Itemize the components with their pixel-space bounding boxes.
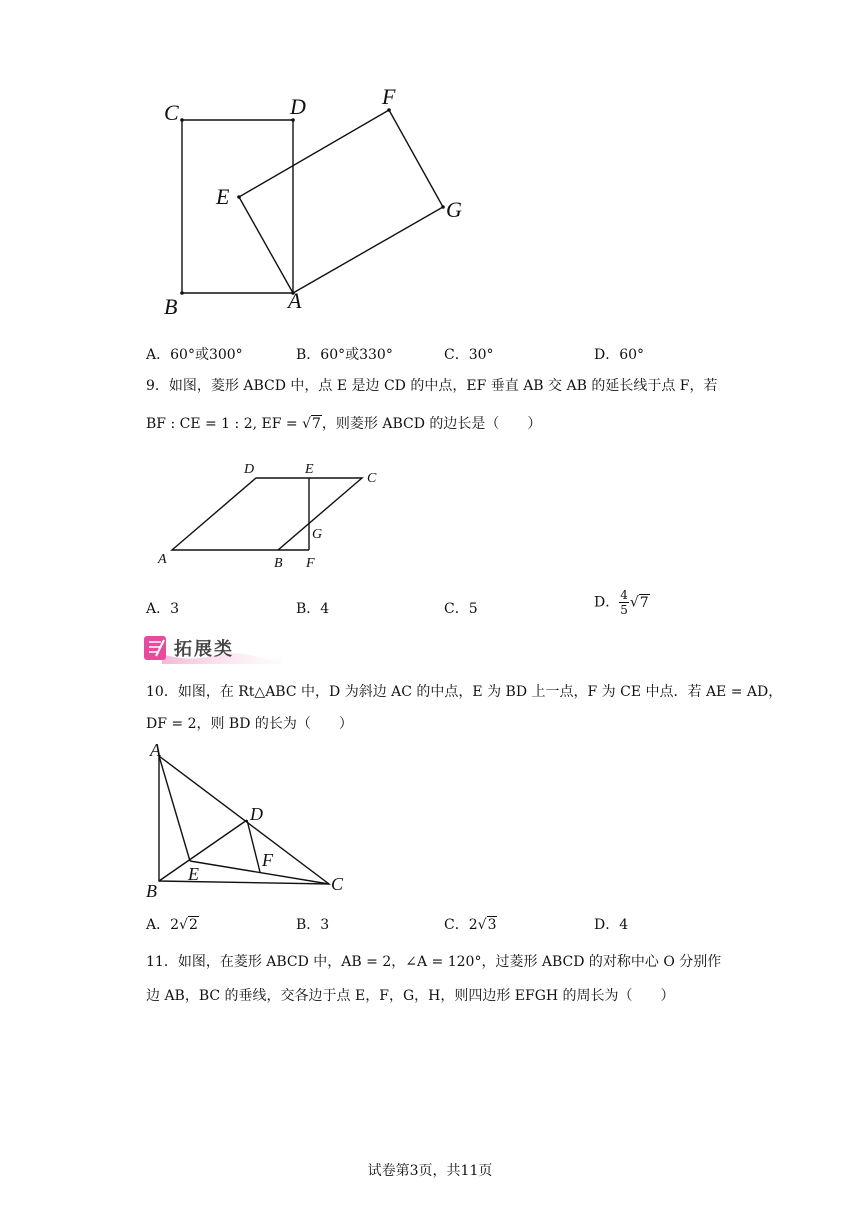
- figure-q10: [140, 740, 360, 900]
- option-letter: D．: [594, 917, 620, 933]
- q10-line1: 10．如图，在 Rt△ABC 中，D 为斜边 AC 的中点，E 为 BD 上一点，F 为 CE 中点．若 AE = AD，: [146, 684, 783, 700]
- label-d: D: [244, 462, 255, 477]
- q11-line1: 11．如图，在菱形 ABCD 中，AB = 2，∠A = 120°，过菱形 ABCD 的对称中心 O 分别作: [146, 954, 722, 970]
- option-letter: C．: [444, 917, 469, 933]
- option-letter: D．: [594, 594, 620, 611]
- option-text: 3: [320, 917, 330, 933]
- q10-line2: DF = 2，则 BD 的长为（ ）: [146, 716, 353, 732]
- label-c: C: [367, 471, 377, 486]
- q9-option-c[interactable]: [444, 598, 478, 618]
- option-text: 60°或330°: [320, 347, 393, 363]
- section-banner: [142, 632, 287, 666]
- figure-q9: [150, 455, 390, 575]
- notebook-icon: [144, 636, 166, 660]
- radicand: 3: [487, 917, 497, 933]
- q9-option-b[interactable]: [296, 598, 329, 618]
- q8-option-c[interactable]: [444, 344, 494, 364]
- label-b: B: [146, 881, 157, 900]
- segment-bd: [159, 820, 247, 881]
- section-title: 拓展类: [174, 639, 234, 660]
- figure-q8: [150, 80, 480, 320]
- segment-ae: [159, 756, 190, 861]
- option-letter: C．: [444, 347, 469, 363]
- label-b: B: [274, 556, 283, 571]
- option-letter: B．: [296, 347, 321, 363]
- label-g: G: [312, 527, 323, 542]
- label-b: B: [164, 294, 178, 319]
- q10-option-b[interactable]: [296, 914, 329, 934]
- option-letter: A．: [146, 347, 171, 363]
- radicand: 2: [188, 917, 198, 933]
- label-f: F: [306, 556, 315, 571]
- coefficient: 2: [468, 917, 478, 933]
- option-text: 3: [170, 601, 180, 617]
- page-footer: 试卷第3页，共11页: [367, 1163, 493, 1179]
- label-e: E: [216, 184, 230, 209]
- option-letter: A．: [146, 601, 171, 617]
- triangle-abc: [159, 756, 329, 884]
- option-text: 60°: [619, 347, 645, 363]
- q9-line1: 9．如图，菱形 ABCD 中，点 E 是边 CD 的中点，EF 垂直 AB 交 AB 的延长线于点 F，若: [146, 378, 718, 394]
- fraction: [619, 588, 629, 617]
- denominator: 5: [620, 603, 628, 617]
- q10-option-c[interactable]: C．2√3: [444, 917, 497, 933]
- option-text: 4: [619, 917, 629, 933]
- q10-option-a[interactable]: A．2√2: [146, 917, 198, 933]
- rectangle-aefg: [239, 110, 443, 293]
- q10-option-d[interactable]: [594, 914, 628, 934]
- label-g: G: [446, 197, 462, 222]
- option-letter: B．: [296, 917, 321, 933]
- rectangle-abcd: [182, 120, 293, 293]
- label-e: E: [305, 462, 314, 477]
- segment-ec: [190, 861, 329, 884]
- coefficient: 2: [170, 917, 180, 933]
- label-f: F: [382, 84, 396, 109]
- q9-question: ，则菱形 ABCD 的边长是（ ）: [321, 416, 542, 432]
- option-text: 4: [320, 601, 330, 617]
- option-letter: B．: [296, 601, 321, 617]
- label-d: D: [290, 94, 306, 119]
- option-letter: A．: [146, 917, 171, 933]
- q8-option-d[interactable]: [594, 344, 644, 364]
- q9-radicand: 7: [312, 416, 321, 432]
- q9-option-a[interactable]: [146, 598, 179, 618]
- q8-option-b[interactable]: [296, 344, 393, 364]
- option-text: 30°: [468, 347, 494, 363]
- option-letter: C．: [444, 601, 469, 617]
- q9-line2: BF : CE = 1 : 2, EF = √7，则菱形 ABCD 的边长是（ ）: [146, 416, 542, 432]
- radicand: 7: [639, 594, 649, 611]
- option-letter: D．: [594, 347, 620, 363]
- q9-ratio: BF : CE = 1 : 2, EF =: [146, 416, 303, 432]
- rhombus-abcd: [172, 478, 362, 550]
- label-c: C: [164, 100, 179, 125]
- option-text: 60°或300°: [170, 347, 243, 363]
- option-text: 5: [468, 601, 478, 617]
- label-c: C: [331, 874, 344, 894]
- label-d: D: [250, 804, 263, 824]
- label-a: A: [150, 740, 161, 760]
- label-e: E: [188, 864, 199, 884]
- q11-line2: 边 AB，BC 的垂线，交各边于点 E，F，G，H，则四边形 EFGH 的周长为（ ）: [146, 988, 675, 1004]
- numerator: 4: [620, 588, 628, 602]
- label-a: A: [288, 288, 302, 313]
- q8-option-a[interactable]: [146, 344, 243, 364]
- label-a: A: [158, 552, 167, 567]
- q9-option-d[interactable]: D． $\frac{4}{5}$ √7: [594, 588, 649, 617]
- label-f: F: [262, 850, 273, 870]
